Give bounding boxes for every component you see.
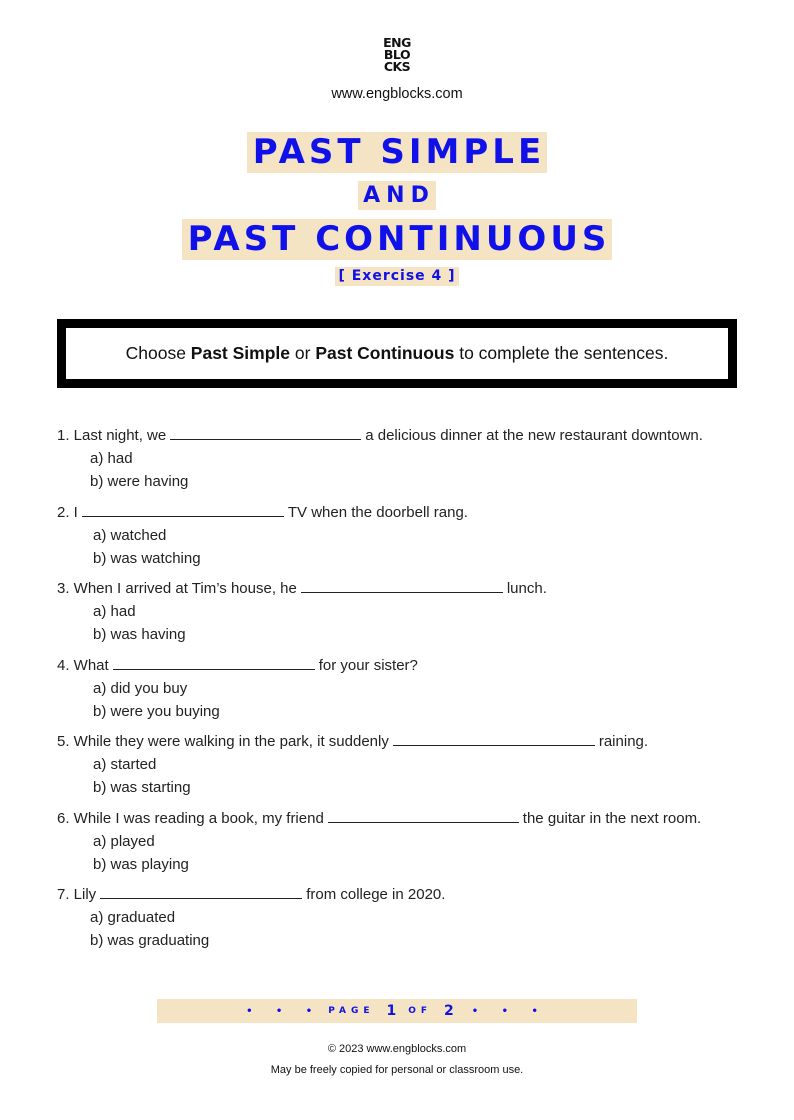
logo-line-1: ENG — [383, 35, 411, 50]
question-text: 5. While they were walking in the park, it suddenly — [57, 733, 389, 750]
option-a[interactable]: a) did you buy — [93, 680, 188, 697]
question-text: 1. Last night, we — [57, 427, 167, 444]
engblocks-logo — [0, 37, 794, 73]
question-text: 3. When I arrived at Tim’s house, he — [57, 580, 297, 597]
option-b[interactable]: b) were you buying — [93, 702, 220, 720]
question-text: for your sister? — [318, 657, 418, 674]
title-past-simple: PAST SIMPLE — [247, 132, 547, 173]
answer-blank[interactable] — [113, 655, 315, 670]
logo-line-3: CKS — [383, 59, 411, 74]
question-6 — [57, 808, 701, 876]
answer-blank[interactable] — [328, 808, 519, 823]
question-text: from college in 2020. — [306, 886, 446, 903]
instr-pre: Choose — [125, 343, 191, 363]
instructions-box — [57, 319, 737, 388]
question-2 — [57, 502, 468, 570]
license-note: May be freely copied for personal or classroom use. — [270, 1064, 524, 1076]
option-b[interactable]: b) was starting — [93, 778, 191, 796]
site-url[interactable]: www.engblocks.com — [331, 86, 463, 102]
question-text: TV when the doorbell rang. — [287, 504, 468, 521]
option-a[interactable]: a) graduated — [90, 909, 176, 926]
option-b[interactable]: b) was graduating — [90, 931, 210, 949]
question-text: 4. What — [57, 657, 109, 674]
option-a[interactable]: a) started — [93, 756, 157, 773]
option-b[interactable]: b) was having — [93, 625, 186, 643]
question-3 — [57, 578, 547, 646]
answer-blank[interactable] — [82, 502, 284, 517]
title-past-continuous: PAST CONTINUOUS — [182, 219, 613, 260]
answer-blank[interactable] — [170, 425, 361, 440]
question-text: a delicious dinner at the new restaurant downtown. — [365, 427, 703, 444]
exercise-label-row — [0, 267, 794, 286]
option-a[interactable]: a) played — [93, 833, 155, 850]
answer-blank[interactable] — [301, 578, 503, 593]
option-a[interactable]: a) watched — [93, 527, 167, 544]
question-7 — [57, 884, 445, 952]
page-indicator — [157, 999, 637, 1023]
option-a[interactable]: a) had — [93, 603, 136, 620]
option-b[interactable]: b) was playing — [93, 855, 189, 873]
question-text: 7. Lily — [57, 886, 97, 903]
question-text: raining. — [598, 733, 649, 750]
answer-blank[interactable] — [393, 731, 595, 746]
question-4 — [57, 655, 418, 723]
page-word: PAGE — [328, 1006, 375, 1016]
title-line-1 — [0, 132, 794, 173]
title-line-3 — [0, 219, 794, 260]
instr-mid: or — [290, 343, 316, 363]
exercise-label: [ Exercise 4 ] — [335, 267, 458, 286]
logo-line-2: BLO — [383, 47, 411, 62]
instr-past-continuous: Past Continuous — [315, 343, 455, 363]
page-total: 2 — [444, 1003, 454, 1019]
option-a[interactable]: a) had — [90, 450, 133, 467]
option-b[interactable]: b) was watching — [93, 549, 201, 567]
page-number: 1 — [386, 1003, 397, 1019]
question-1 — [57, 425, 703, 493]
question-text: 2. I — [57, 504, 78, 521]
title-and: AND — [358, 181, 436, 210]
title-line-2 — [0, 181, 794, 210]
question-5 — [57, 731, 648, 799]
question-text: lunch. — [506, 580, 547, 597]
answer-blank[interactable] — [100, 884, 302, 899]
of-word: OF — [408, 1006, 433, 1016]
instr-past-simple: Past Simple — [190, 343, 291, 363]
question-text: 6. While I was reading a book, my friend — [57, 810, 324, 827]
dots-left: • • • — [246, 1005, 323, 1017]
copyright: © 2023 www.engblocks.com — [327, 1043, 467, 1055]
question-text: the guitar in the next room. — [522, 810, 702, 827]
dots-right: • • • — [471, 1005, 548, 1017]
instr-post: to complete the sentences. — [454, 343, 669, 363]
option-b[interactable]: b) were having — [90, 472, 189, 490]
instructions-text — [126, 343, 669, 364]
